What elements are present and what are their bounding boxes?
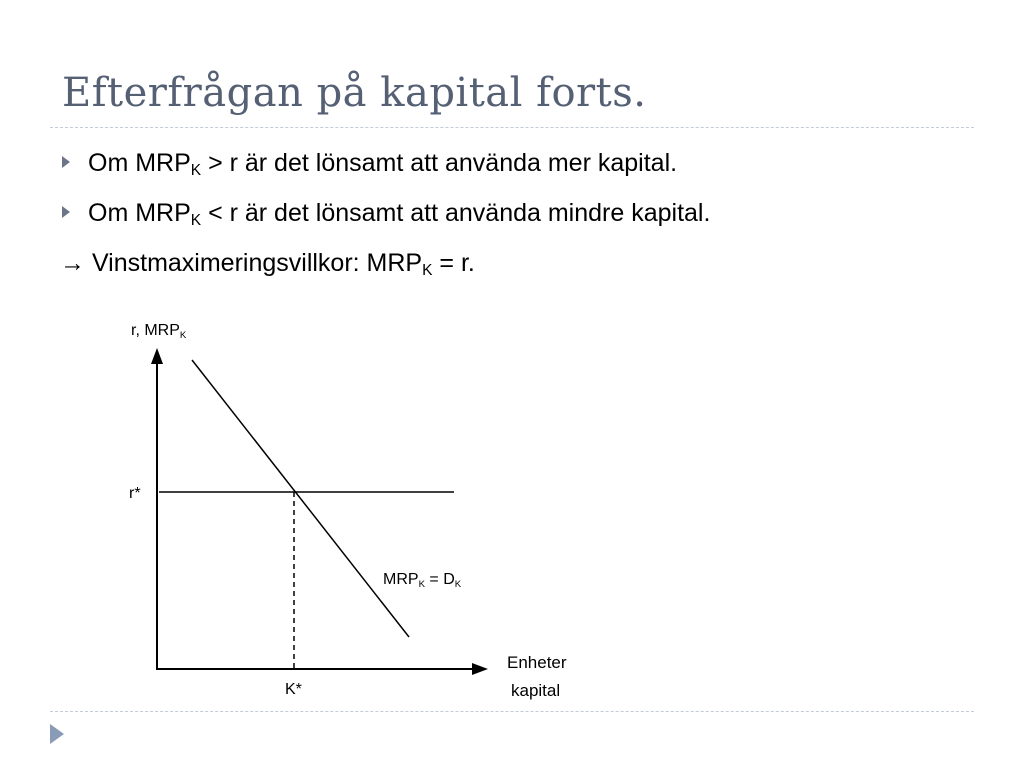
- bullet-1-sub: K: [190, 162, 202, 179]
- curve-label: $MRP_K = D_K$: [383, 571, 462, 590]
- bullet-1-pre: Om MRP: [88, 149, 191, 177]
- y-axis-label: r, $MRP_K$: [131, 322, 187, 341]
- bullet-2-post: < r är det lönsamt att använda mindre kapital.: [201, 199, 711, 227]
- k-star-label: K*: [285, 681, 302, 698]
- conclusion-post: = r.: [432, 249, 475, 277]
- footer-divider: [50, 711, 974, 712]
- bullet-2-pre: Om MRP: [88, 199, 191, 227]
- x-axis-label-line1: Enheter: [507, 653, 567, 672]
- x-axis-arrowhead: [472, 663, 488, 675]
- x-axis-label-line2: kapital: [511, 681, 561, 700]
- r-star-label: r*: [129, 485, 141, 502]
- bullet-2-sub: K: [190, 212, 202, 229]
- slide-title: Efterfrågan på kapital forts.: [62, 70, 647, 116]
- bullet-1-post: > r är det lönsamt att använda mer kapital.: [201, 149, 678, 177]
- conclusion-sub: K: [422, 262, 433, 279]
- next-slide-arrow-icon[interactable]: [50, 724, 64, 744]
- mrp-demand-curve: [192, 360, 409, 637]
- y-axis-arrowhead: [151, 348, 163, 364]
- conclusion-pre: → Vinstmaximeringsvillkor: MRP: [60, 249, 423, 277]
